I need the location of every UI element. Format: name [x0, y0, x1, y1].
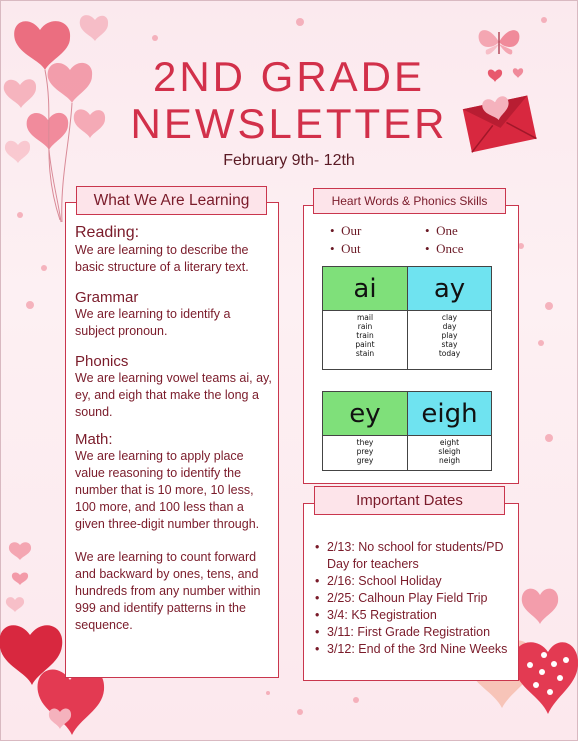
heart-word-item: • One: [425, 223, 458, 238]
learning-heading: What We Are Learning: [76, 186, 267, 215]
heart-word-item: • Out: [330, 241, 361, 256]
heart-words-heading: Heart Words & Phonics Skills: [313, 188, 506, 214]
date-item: • 3/11: First Grade Registration: [315, 624, 510, 641]
phonics-words-eigh: eight sleigh neigh: [438, 438, 461, 465]
phonics-header-ai: ai: [323, 267, 408, 311]
newsletter-title-line1: 2ND GRADE: [152, 53, 426, 100]
phonics-words-ay: clay day play stay today: [438, 313, 461, 358]
reading-text: We are learning to describe the basic structure of a literary text.: [75, 243, 249, 274]
phonics-header-ey: ey: [323, 392, 408, 436]
math-extra-text: We are learning to count forward and backward by ones, tens, and hundreds from any number within 999 and identify patterns in the sequence.: [75, 550, 261, 632]
phonics-header-eigh: eigh: [408, 392, 491, 436]
phonics-table-ai-ay: [322, 266, 492, 370]
date-item: • 2/13: No school for students/PD Day for teachers: [315, 539, 510, 573]
reading-heading: Reading:: [75, 224, 140, 241]
grammar-text: We are learning to identify a subject pronoun.: [75, 307, 231, 338]
important-dates-heading: Important Dates: [314, 486, 505, 515]
phonics-words-ai: mail rain train paint stain: [355, 313, 375, 358]
newsletter-dates: February 9th- 12th: [223, 152, 355, 169]
math-heading: Math:: [75, 431, 113, 448]
phonics-header-ay: ay: [408, 267, 491, 311]
date-item: • 2/16: School Holiday: [315, 573, 510, 590]
phonics-words-ey: they prey grey: [356, 438, 374, 465]
date-item: • 2/25: Calhoun Play Field Trip: [315, 590, 510, 607]
date-item: • 3/12: End of the 3rd Nine Weeks: [315, 641, 510, 658]
heart-words-col1: [330, 223, 361, 259]
heart-word-item: • Once: [425, 241, 464, 256]
phonics-heading: Phonics: [75, 353, 129, 370]
grammar-heading: Grammar: [75, 289, 139, 306]
phonics-text: We are learning vowel teams ai, ay, ey, and eigh that make the long a sound.: [75, 371, 272, 419]
important-dates-list: [315, 539, 510, 658]
learning-content: [75, 224, 273, 634]
heart-word-item: • Our: [330, 223, 362, 238]
date-item: • 3/4: K5 Registration: [315, 607, 510, 624]
phonics-table-ey-eigh: [322, 391, 492, 471]
heart-words-col2: [425, 223, 464, 259]
newsletter-title-line2: NEWSLETTER: [130, 100, 448, 147]
math-text: We are learning to apply place value reasoning to identify the number that is 10 more, 10 less, 100 more, and 100 less than a given three-digit number through.: [75, 449, 260, 531]
